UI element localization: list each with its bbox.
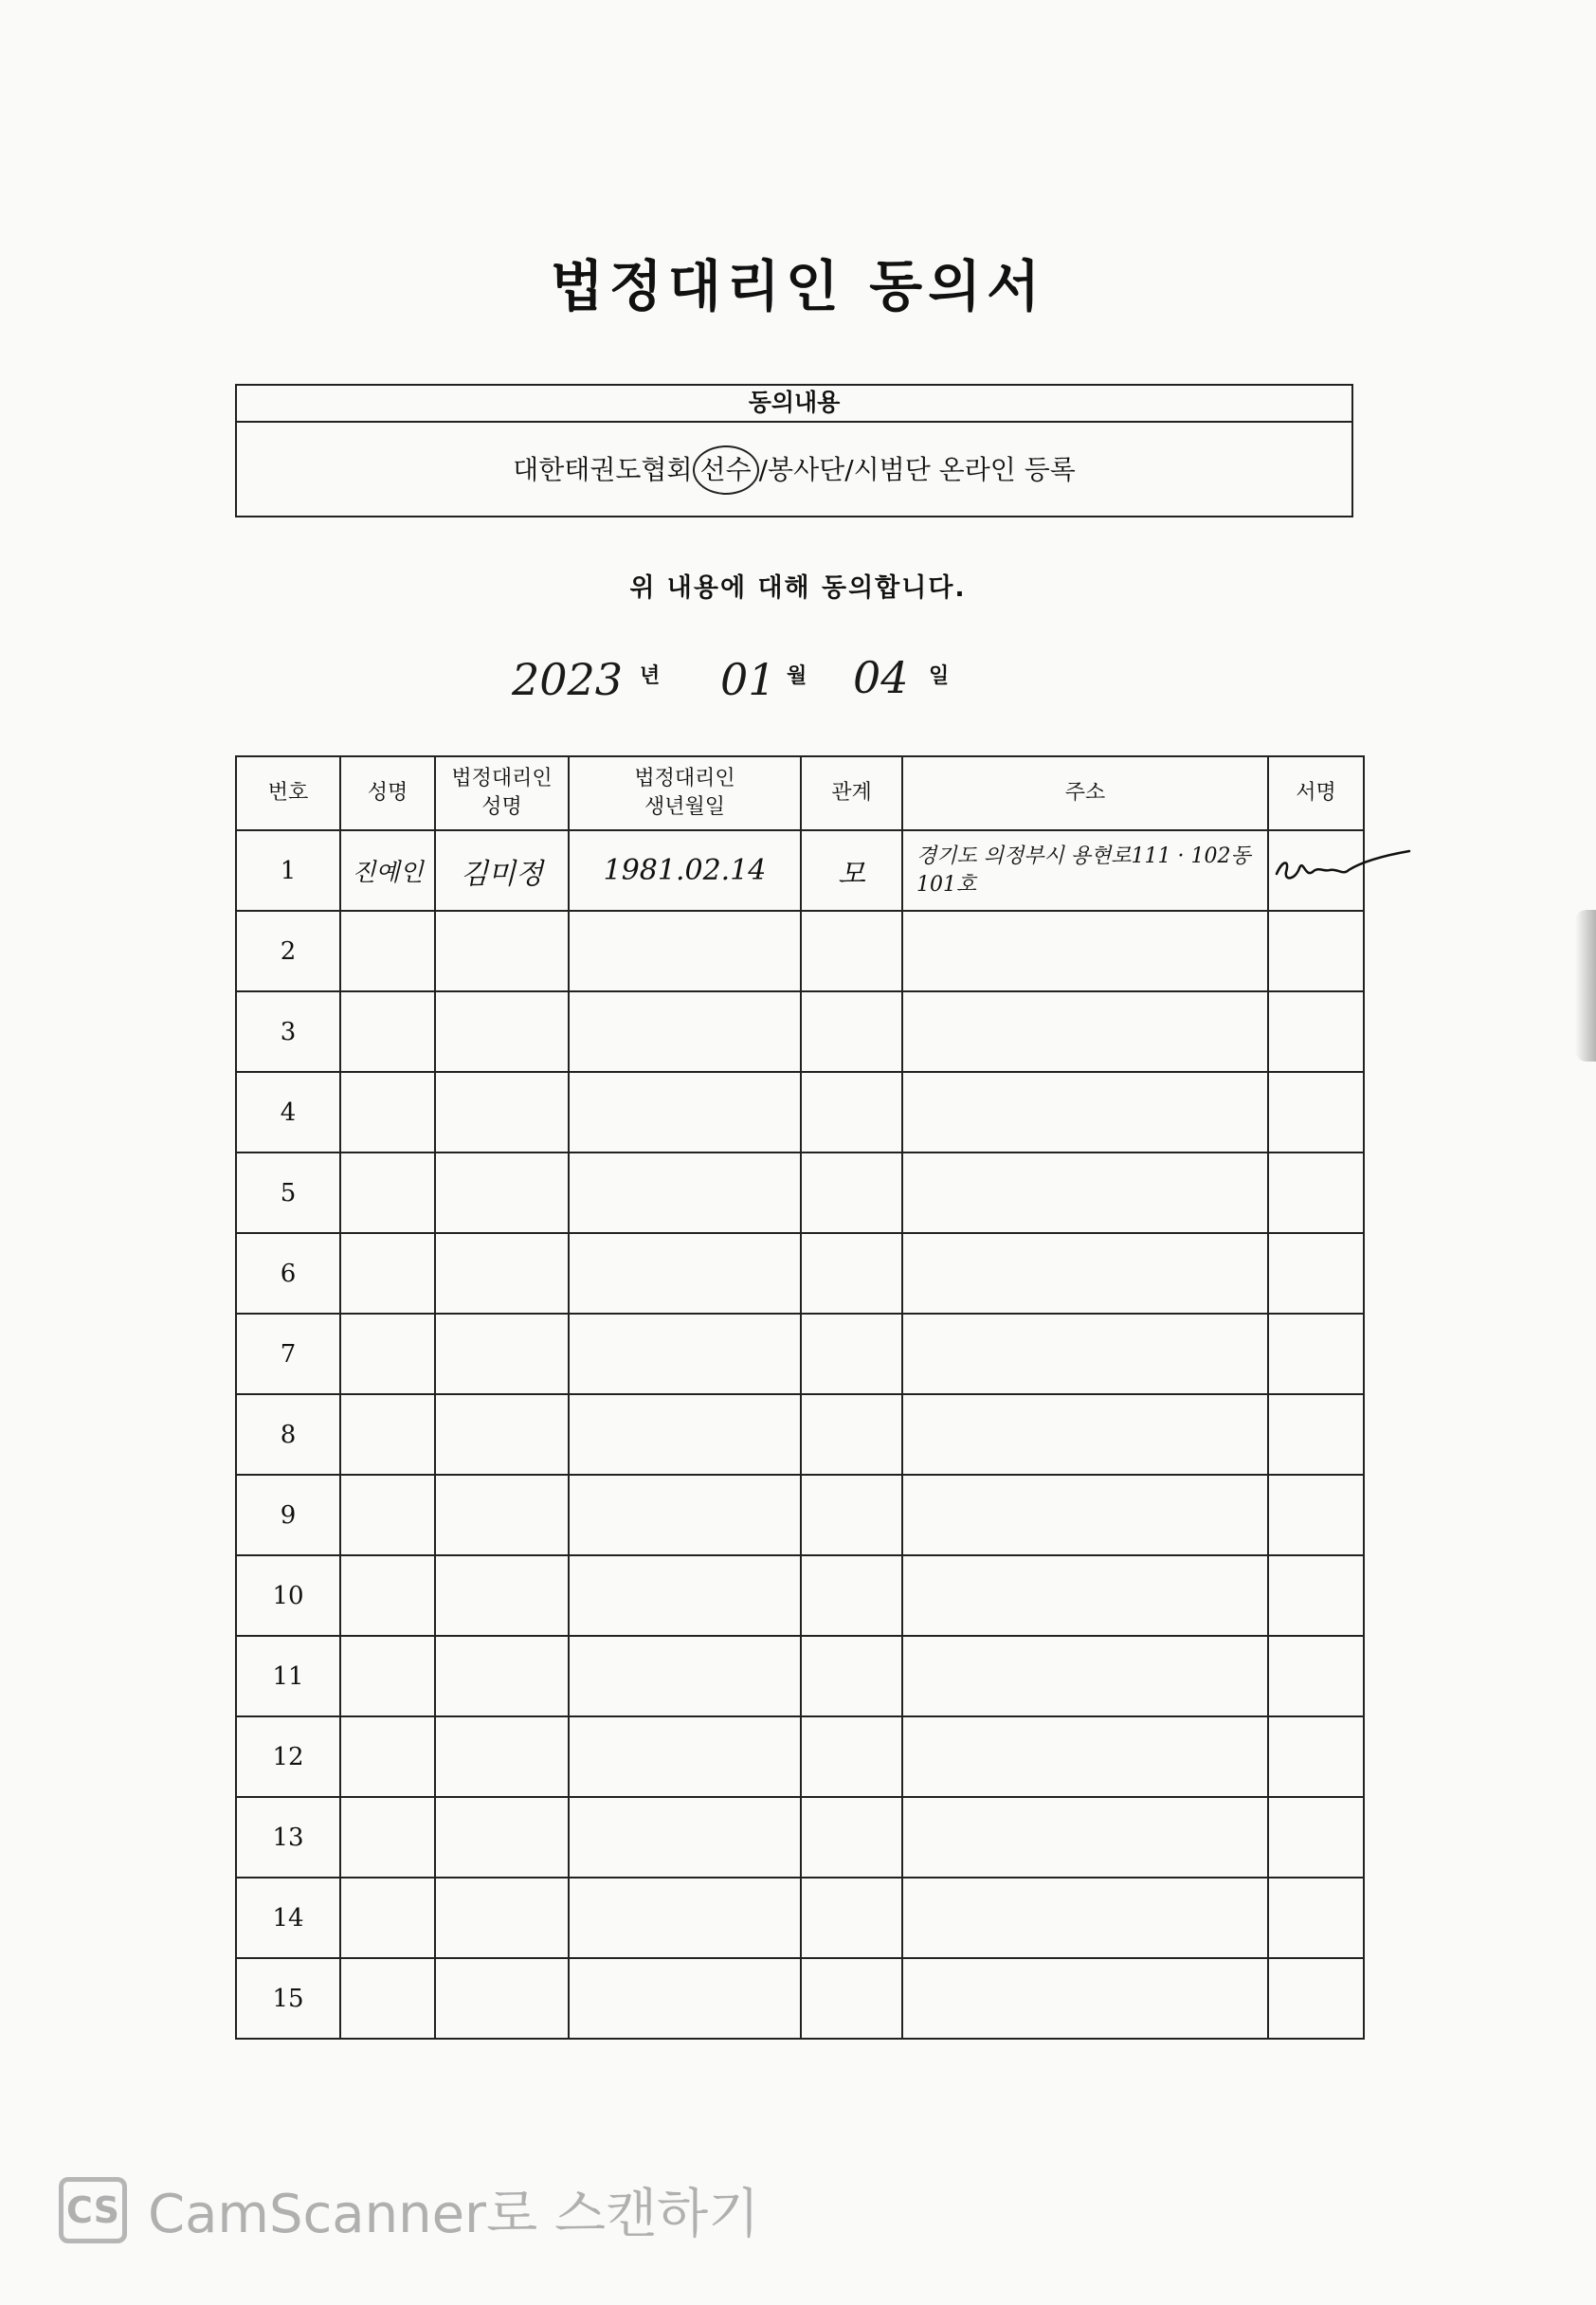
cell-relation xyxy=(801,1152,902,1233)
cell-relation xyxy=(801,1555,902,1636)
cell-relation xyxy=(801,1636,902,1716)
cell-guardian-name xyxy=(435,1878,569,1958)
cell-signature xyxy=(1268,1233,1364,1314)
cell-relation xyxy=(801,1958,902,2039)
document-title: 법정대리인 동의서 xyxy=(550,254,1046,318)
cell-name xyxy=(340,1394,435,1475)
cell-address xyxy=(902,1555,1268,1636)
cell-guardian-name xyxy=(435,1152,569,1233)
cell-guardian-name xyxy=(435,1958,569,2039)
cell-signature xyxy=(1268,830,1364,911)
header-address: 주소 xyxy=(902,756,1268,830)
date-day-unit: 일 xyxy=(929,664,950,688)
cell-name xyxy=(340,1233,435,1314)
cell-number: 15 xyxy=(236,1958,340,2039)
cell-number: 2 xyxy=(236,911,340,991)
camscanner-watermark xyxy=(59,2174,759,2246)
cell-guardian-birth xyxy=(569,1152,801,1233)
table-row xyxy=(236,1797,1364,1878)
cell-signature xyxy=(1268,991,1364,1072)
cell-guardian-name xyxy=(435,1797,569,1878)
table-row xyxy=(236,911,1364,991)
cell-address xyxy=(902,1958,1268,2039)
table-row xyxy=(236,1314,1364,1394)
cell-guardian-name xyxy=(435,1555,569,1636)
cell-relation xyxy=(801,1314,902,1394)
cell-address: 경기도 의정부시 용현로111 · 102동 101호 xyxy=(902,830,1268,911)
cell-address xyxy=(902,911,1268,991)
watermark-text: CamScanner로 스캔하기 xyxy=(148,2184,760,2245)
cell-name xyxy=(340,1555,435,1636)
consent-content xyxy=(237,423,1351,517)
cell-relation xyxy=(801,1072,902,1152)
guardian-table xyxy=(235,755,1365,2040)
cell-number: 9 xyxy=(236,1475,340,1555)
cell-number: 6 xyxy=(236,1233,340,1314)
camscanner-logo-icon: CS xyxy=(59,2177,127,2243)
cell-guardian-birth xyxy=(569,1072,801,1152)
cell-signature xyxy=(1268,1394,1364,1475)
table-row xyxy=(236,1233,1364,1314)
table-row xyxy=(236,830,1364,911)
cell-name xyxy=(340,1314,435,1394)
cell-address xyxy=(902,1152,1268,1233)
cell-guardian-birth xyxy=(569,1555,801,1636)
cell-relation xyxy=(801,1797,902,1878)
cell-name: 진예인 xyxy=(340,830,435,911)
cell-relation: 모 xyxy=(801,830,902,911)
consent-header: 동의내용 xyxy=(237,386,1351,423)
header-name: 성명 xyxy=(340,756,435,830)
cell-guardian-name xyxy=(435,911,569,991)
cell-guardian-birth xyxy=(569,1636,801,1716)
cell-address xyxy=(902,1394,1268,1475)
cell-name xyxy=(340,1878,435,1958)
table-row xyxy=(236,1394,1364,1475)
cell-address xyxy=(902,1878,1268,1958)
cell-address xyxy=(902,1233,1268,1314)
cell-guardian-birth xyxy=(569,1394,801,1475)
cell-relation xyxy=(801,1233,902,1314)
header-relation: 관계 xyxy=(801,756,902,830)
date-month-unit: 월 xyxy=(787,664,807,688)
cell-guardian-birth xyxy=(569,1475,801,1555)
cell-relation xyxy=(801,911,902,991)
cell-relation xyxy=(801,1394,902,1475)
cell-address xyxy=(902,1314,1268,1394)
cell-number: 3 xyxy=(236,991,340,1072)
cell-signature xyxy=(1268,1555,1364,1636)
cell-guardian-birth xyxy=(569,1797,801,1878)
table-row xyxy=(236,1958,1364,2039)
cell-signature xyxy=(1268,1072,1364,1152)
table-row xyxy=(236,1878,1364,1958)
cell-number: 5 xyxy=(236,1152,340,1233)
cell-address xyxy=(902,1636,1268,1716)
header-signature: 서명 xyxy=(1268,756,1364,830)
date-year: 2023 xyxy=(512,654,624,705)
cell-signature xyxy=(1268,1797,1364,1878)
cell-guardian-birth xyxy=(569,1716,801,1797)
cell-guardian-name xyxy=(435,1072,569,1152)
agreement-statement: 위 내용에 대해 동의합니다. xyxy=(629,573,967,603)
table-row xyxy=(236,991,1364,1072)
cell-name xyxy=(340,911,435,991)
cell-number: 14 xyxy=(236,1878,340,1958)
table-row xyxy=(236,1636,1364,1716)
table-header-row xyxy=(236,756,1364,830)
cell-signature xyxy=(1268,1716,1364,1797)
table-row xyxy=(236,1475,1364,1555)
table-row xyxy=(236,1716,1364,1797)
cell-guardian-birth xyxy=(569,1878,801,1958)
cell-number: 10 xyxy=(236,1555,340,1636)
cell-number: 8 xyxy=(236,1394,340,1475)
page-edge-shadow xyxy=(1575,910,1596,1062)
cell-name xyxy=(340,991,435,1072)
cell-name xyxy=(340,1152,435,1233)
header-number: 번호 xyxy=(236,756,340,830)
cell-guardian-birth: 1981.02.14 xyxy=(569,830,801,911)
cell-guardian-name xyxy=(435,991,569,1072)
cell-name xyxy=(340,1072,435,1152)
cell-signature xyxy=(1268,1152,1364,1233)
cell-number: 13 xyxy=(236,1797,340,1878)
cell-guardian-birth xyxy=(569,1314,801,1394)
cell-name xyxy=(340,1716,435,1797)
cell-guardian-name xyxy=(435,1716,569,1797)
cell-address xyxy=(902,1072,1268,1152)
consent-circled-option: 선수 xyxy=(693,445,759,495)
cell-guardian-name: 김미정 xyxy=(435,830,569,911)
cell-guardian-birth xyxy=(569,1958,801,2039)
cell-number: 7 xyxy=(236,1314,340,1394)
cell-signature xyxy=(1268,1314,1364,1394)
cell-guardian-name xyxy=(435,1233,569,1314)
cell-name xyxy=(340,1475,435,1555)
cell-address xyxy=(902,1475,1268,1555)
cell-number: 4 xyxy=(236,1072,340,1152)
cell-signature xyxy=(1268,911,1364,991)
cell-address xyxy=(902,1716,1268,1797)
cell-signature xyxy=(1268,1878,1364,1958)
cell-guardian-name xyxy=(435,1636,569,1716)
date-day: 04 xyxy=(853,652,909,703)
date-month: 01 xyxy=(720,654,776,705)
handwritten-signature xyxy=(1269,844,1411,891)
consent-text-prefix: 대한태권도협회 xyxy=(513,454,693,485)
consent-text-suffix: /봉사단/시범단 온라인 등록 xyxy=(758,454,1076,485)
cell-name xyxy=(340,1958,435,2039)
cell-address xyxy=(902,1797,1268,1878)
cell-name xyxy=(340,1636,435,1716)
cell-guardian-birth xyxy=(569,991,801,1072)
cell-signature xyxy=(1268,1475,1364,1555)
header-guardian-birth: 법정대리인 생년월일 xyxy=(569,756,801,830)
cell-guardian-birth xyxy=(569,1233,801,1314)
date-year-unit: 년 xyxy=(640,664,661,688)
table-row xyxy=(236,1555,1364,1636)
cell-relation xyxy=(801,1716,902,1797)
cell-guardian-birth xyxy=(569,911,801,991)
consent-box xyxy=(235,384,1353,517)
cell-number: 11 xyxy=(236,1636,340,1716)
cell-guardian-name xyxy=(435,1314,569,1394)
cell-guardian-name xyxy=(435,1475,569,1555)
cell-signature xyxy=(1268,1958,1364,2039)
cell-relation xyxy=(801,1878,902,1958)
cell-guardian-name xyxy=(435,1394,569,1475)
cell-relation xyxy=(801,1475,902,1555)
table-row xyxy=(236,1072,1364,1152)
cell-relation xyxy=(801,991,902,1072)
cell-signature xyxy=(1268,1636,1364,1716)
cell-address xyxy=(902,991,1268,1072)
cell-number: 1 xyxy=(236,830,340,911)
table-row xyxy=(236,1152,1364,1233)
cell-number: 12 xyxy=(236,1716,340,1797)
cell-name xyxy=(340,1797,435,1878)
header-guardian-name: 법정대리인 성명 xyxy=(435,756,569,830)
